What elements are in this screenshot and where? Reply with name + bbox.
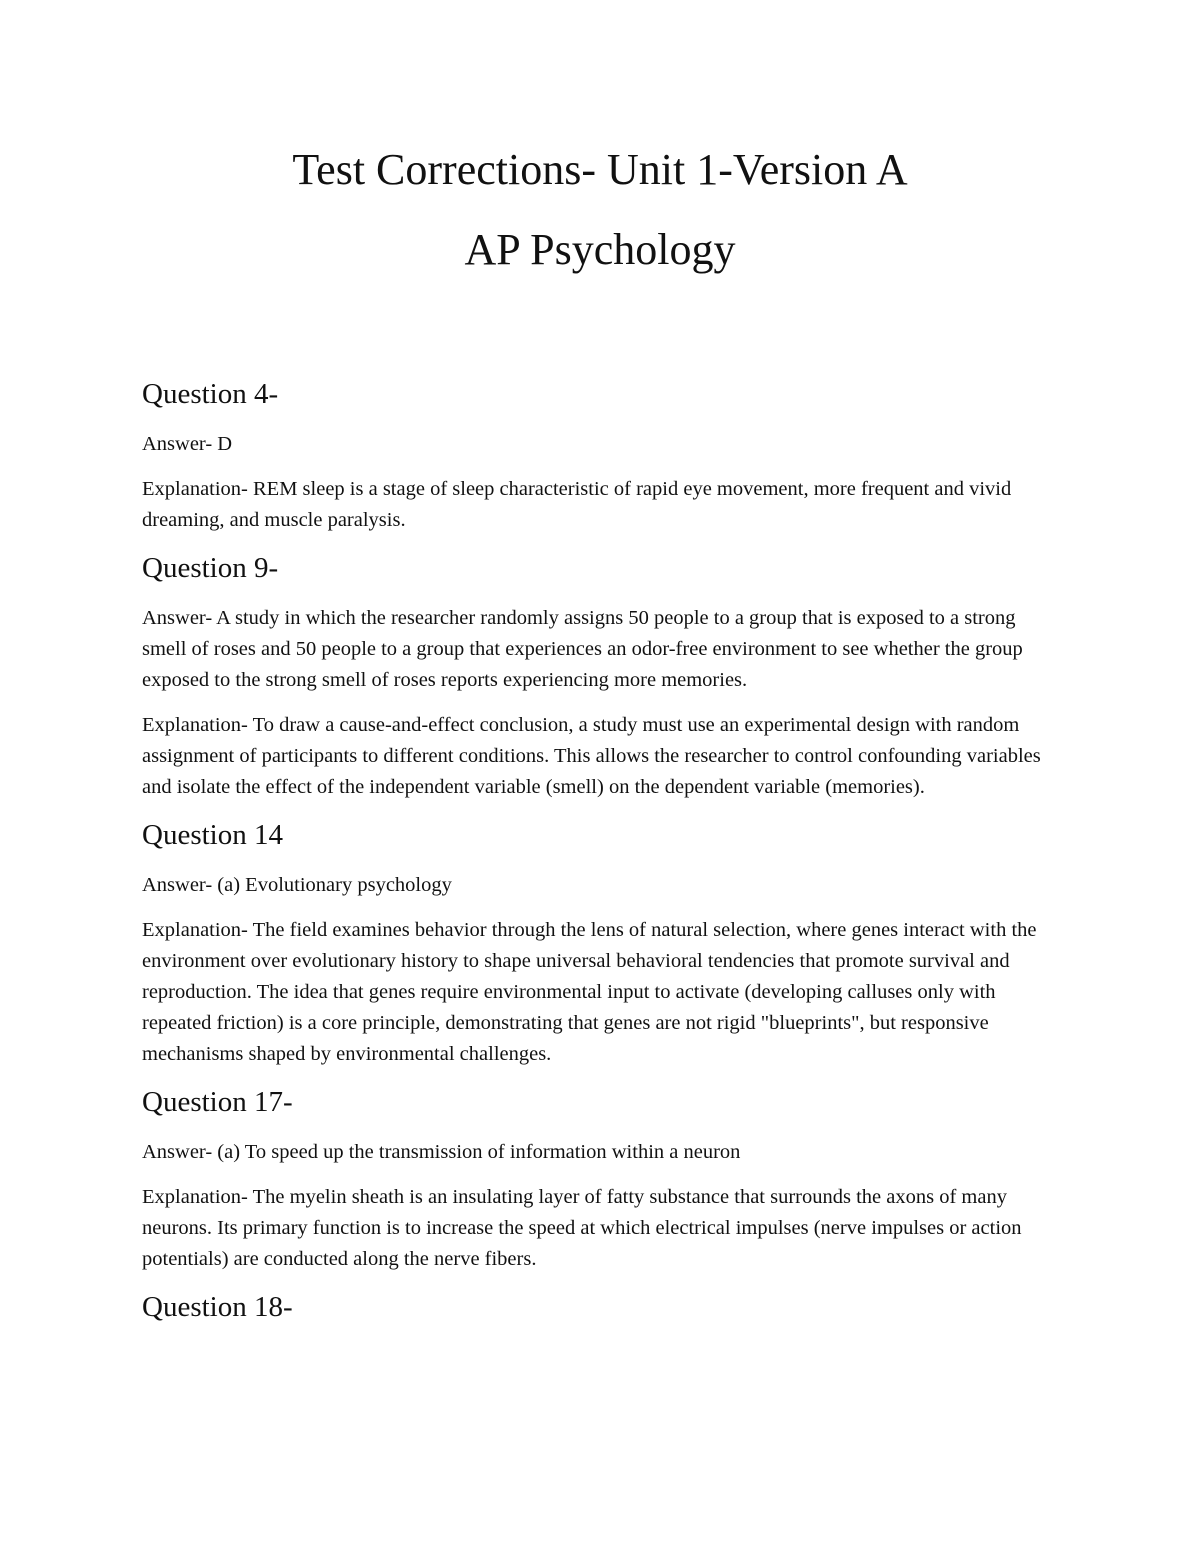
answer-text: Answer- (a) To speed up the transmission of information within a neuron <box>142 1141 741 1163</box>
answer-text: Answer- A study in which the researcher randomly assigns 50 people to a group that is exposed to a strong smell of roses and 50 people to a group that experiences an odor-free environment to see whether the group exposed to the strong smell of roses reports experiencing more memories. <box>142 607 1023 691</box>
answer-text: Answer- D <box>142 433 233 455</box>
question-heading: Question 18- <box>142 1291 293 1323</box>
explanation-text: Explanation- To draw a cause-and-effect conclusion, a study must use an experimental design with random assignment of participants to different conditions. This allows the researcher to control confounding variables and isolate the effect of the independent variable (smell) on the dependent variable (memories). <box>142 714 1041 798</box>
question-block <box>142 376 1062 536</box>
question-block <box>142 1084 1062 1275</box>
question-block <box>142 550 1062 803</box>
document-title: Test Corrections- Unit 1-Version A <box>292 145 908 194</box>
question-heading: Question 17- <box>142 1086 293 1118</box>
question-block <box>142 817 1062 1070</box>
answer-text: Answer- (a) Evolutionary psychology <box>142 874 452 896</box>
explanation-text: Explanation- The field examines behavior through the lens of natural selection, where genes interact with the environment over evolutionary history to shape universal behavioral tendencies that promote survival and reproduction. The idea that genes require environmental input to activate (developing calluses only with repeated friction) is a core principle, demonstrating that genes are not rigid "blueprints", but responsive mechanisms shaped by environmental challenges. <box>142 919 1037 1065</box>
questions-list <box>142 376 1062 1342</box>
question-heading: Question 4- <box>142 378 279 410</box>
question-block <box>142 1289 1062 1325</box>
explanation-text: Explanation- The myelin sheath is an insulating layer of fatty substance that surrounds the axons of many neurons. Its primary function is to increase the speed at which electrical impulses (nerve impulses or action potentials) are conducted along the nerve fibers. <box>142 1186 1022 1270</box>
question-heading: Question 14 <box>142 819 283 851</box>
question-heading: Question 9- <box>142 552 279 584</box>
document-subtitle: AP Psychology <box>464 225 736 274</box>
explanation-text: Explanation- REM sleep is a stage of sleep characteristic of rapid eye movement, more frequent and vivid dreaming, and muscle paralysis. <box>142 478 1012 531</box>
